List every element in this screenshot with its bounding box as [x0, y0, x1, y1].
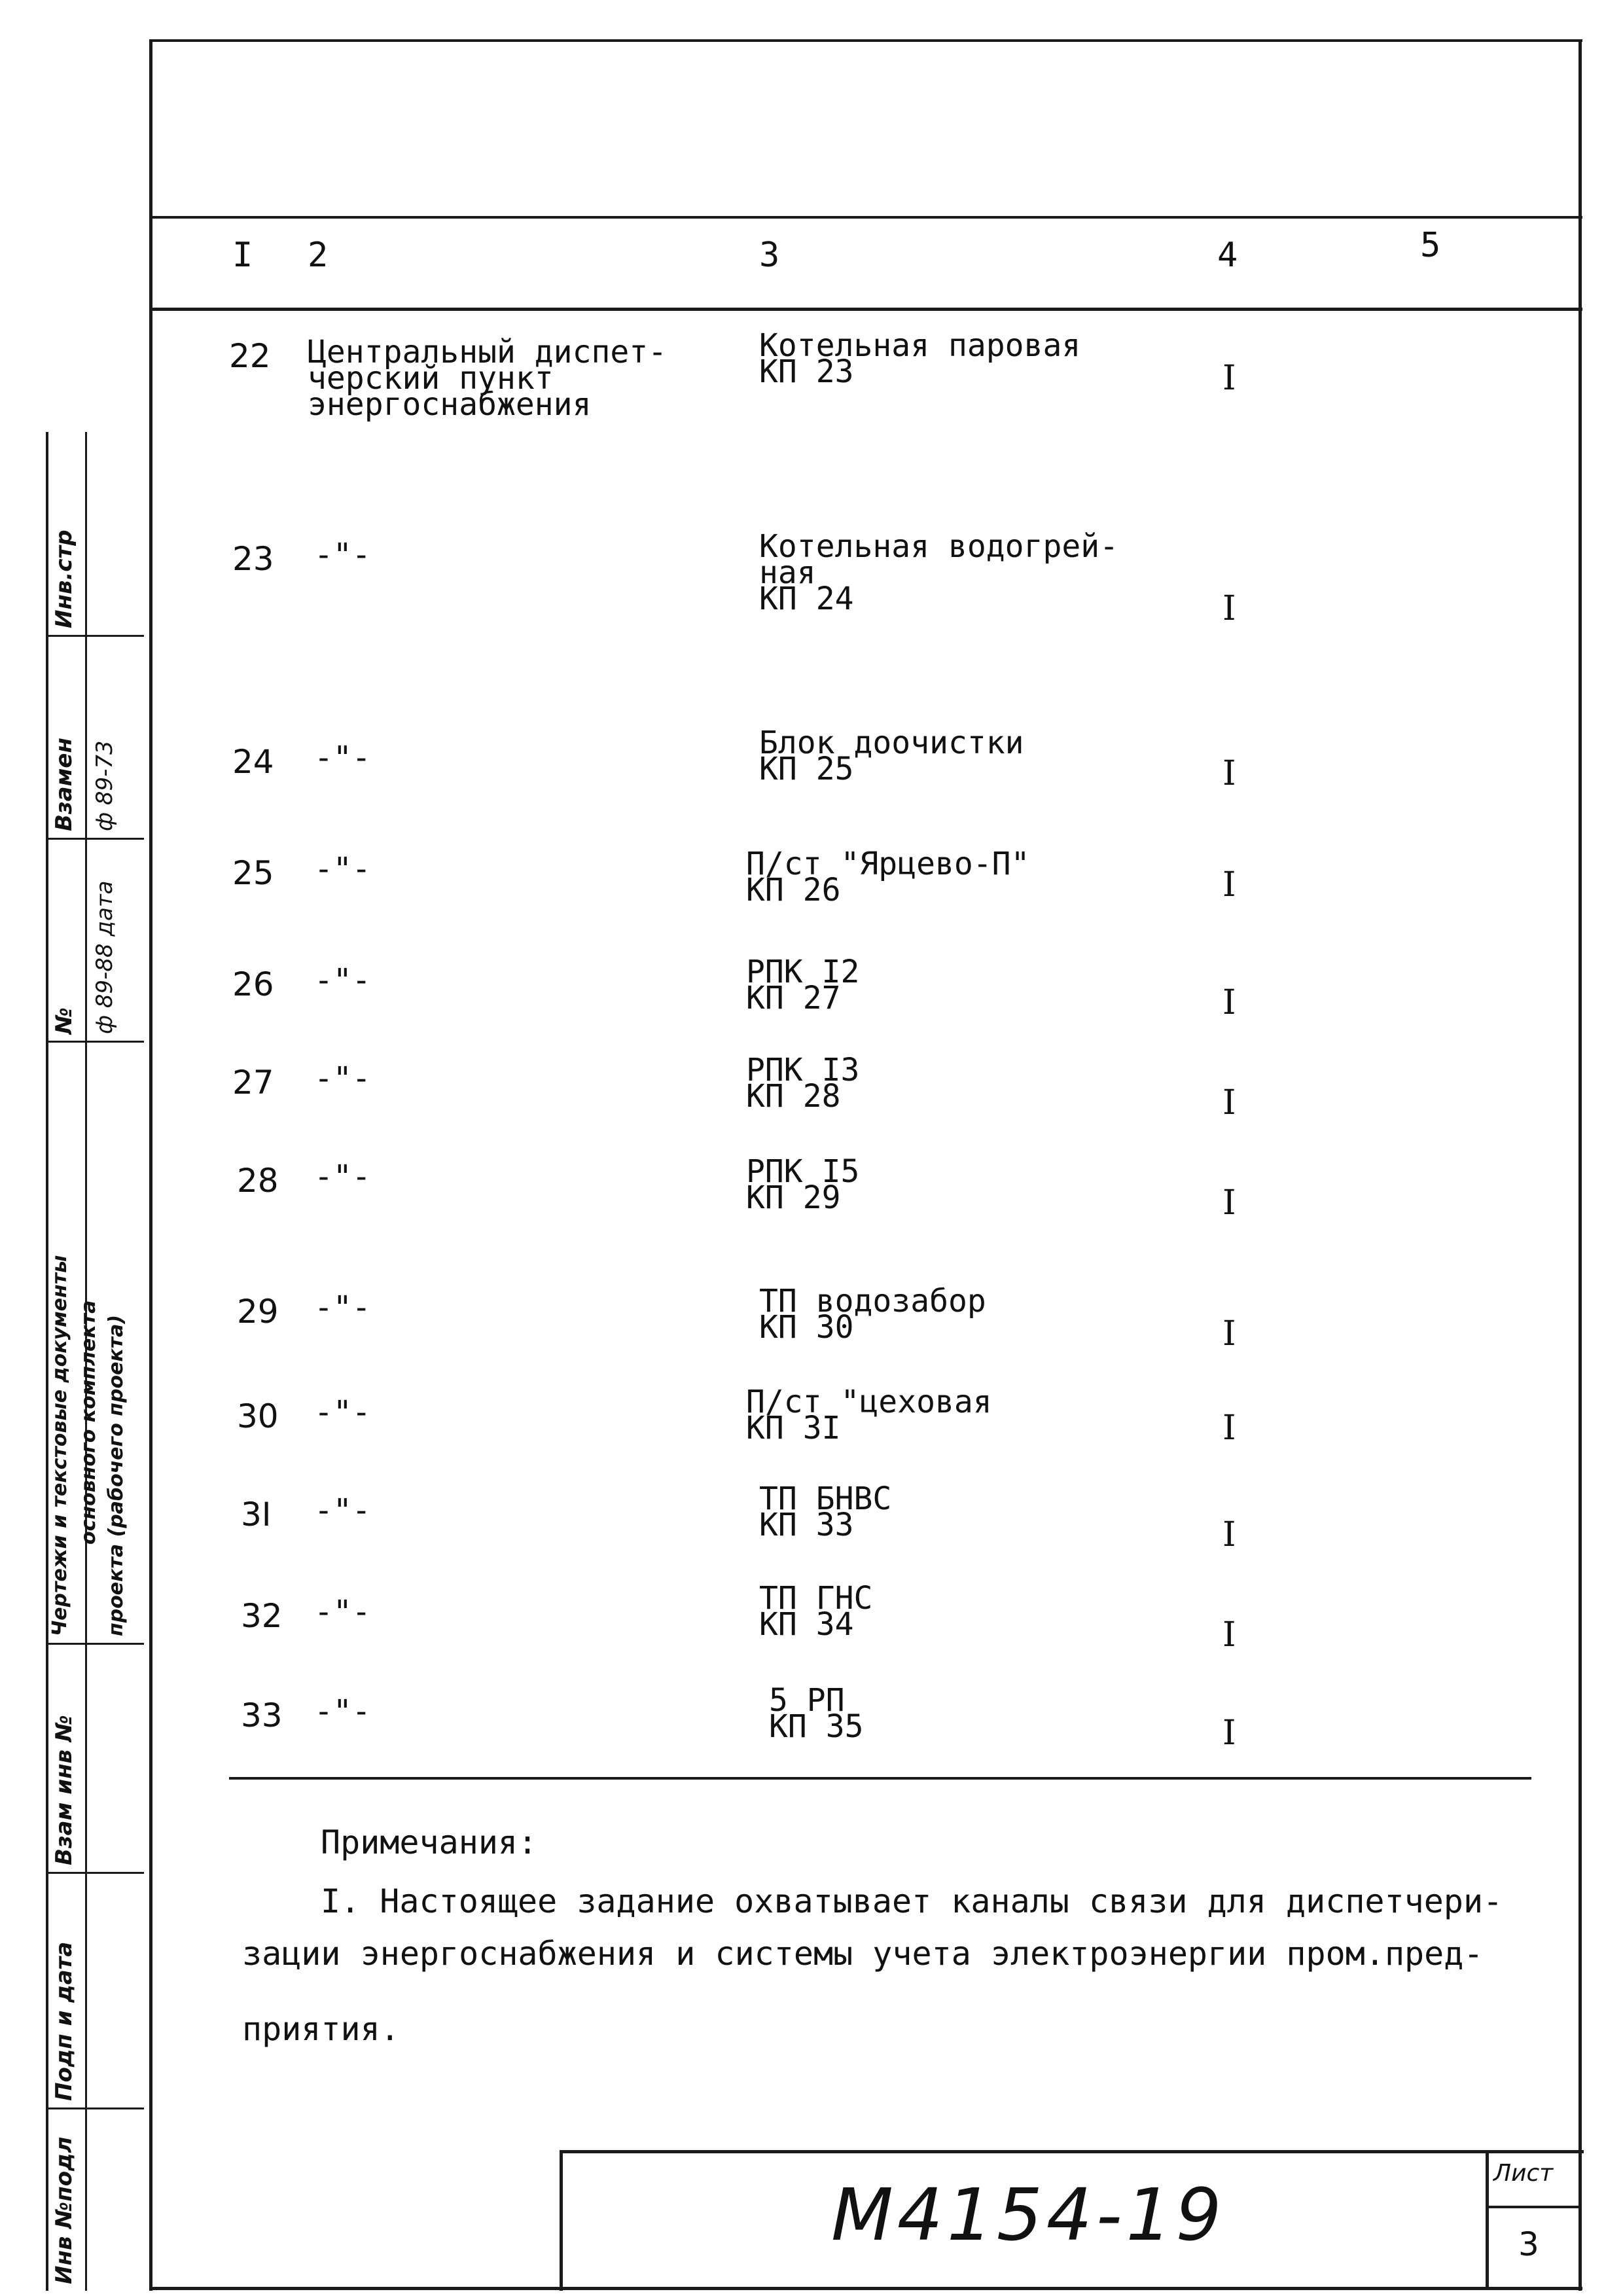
header-top-rule	[149, 216, 1582, 219]
row-number: 3I	[241, 1496, 272, 1534]
row-name: -"-	[314, 1693, 371, 1730]
frame-right-border	[1578, 39, 1582, 2291]
row-number: 25	[232, 854, 274, 892]
row-quantity: I	[1222, 1408, 1236, 1448]
drawings-label-3: проекта (рабочего проекта)	[105, 1314, 128, 1636]
row-number: 32	[241, 1597, 283, 1635]
row-number: 30	[237, 1397, 279, 1435]
side-stamp-divider	[46, 838, 144, 840]
row-quantity: I	[1222, 865, 1236, 905]
row-object: Котельная паровая КП 23	[759, 327, 1081, 390]
row-quantity: I	[1222, 754, 1236, 793]
row-name: -"-	[314, 851, 371, 888]
row-object: Котельная водогрей- ная КП 24	[759, 528, 1119, 617]
row-number: 29	[237, 1293, 279, 1331]
drawings-label: Чертежи и текстовые документы	[48, 1255, 71, 1636]
side-stamp	[46, 432, 144, 2291]
column-header-2: 2	[308, 236, 329, 275]
side-stamp-divider	[46, 2108, 144, 2109]
row-object: РПК I5 КП 29	[746, 1153, 860, 1216]
row-quantity: I	[1222, 1615, 1236, 1655]
column-header-1: I	[232, 236, 253, 275]
column-header-5: 5	[1420, 226, 1441, 265]
row-quantity: I	[1222, 589, 1236, 628]
row-name: -"-	[314, 1289, 371, 1326]
row-name: -"-	[314, 537, 371, 573]
row-name: -"-	[314, 1158, 371, 1195]
row-object: П/ст "цеховая КП 3I	[746, 1384, 992, 1446]
row-name: -"-	[314, 1394, 371, 1431]
row-number: 33	[241, 1696, 283, 1734]
notes-line-1: I. Настоящее задание охватывает каналы связи для диспетчери-	[321, 1882, 1503, 1920]
row-name: -"-	[314, 1594, 371, 1630]
row-name: -"-	[314, 1060, 371, 1097]
inv-podl-label: Инв №подл	[51, 2136, 77, 2284]
vzam-inv-label: Взам инв №	[51, 1715, 77, 1865]
row-quantity: I	[1222, 1083, 1236, 1122]
notes-line-3: приятия.	[242, 2010, 400, 2048]
row-object: ТП ГНС КП 34	[759, 1580, 873, 1643]
side-stamp-divider	[46, 1643, 144, 1645]
vzamen-label: Взамен	[51, 738, 77, 831]
row-object: РПК I2 КП 27	[746, 954, 860, 1016]
side-stamp-divider	[46, 635, 144, 637]
document-code: M4154-19	[831, 2173, 1226, 2257]
row-name: -"-	[314, 1492, 371, 1529]
table-end-rule	[229, 1777, 1531, 1780]
sheet-label: Лист	[1493, 2160, 1554, 2187]
row-name: -"-	[314, 962, 371, 999]
notes-title: Примечания:	[321, 1823, 538, 1861]
row-quantity: I	[1222, 983, 1236, 1022]
number-value: ф 89-88 дата	[92, 880, 118, 1034]
row-quantity: I	[1222, 1314, 1236, 1354]
side-stamp-divider	[46, 1041, 144, 1043]
notes-line-2: зации энергоснабжения и системы учета электроэнергии пром.пред-	[242, 1935, 1484, 1973]
row-object: Блок доочистки КП 25	[759, 725, 1024, 787]
row-number: 23	[232, 540, 274, 578]
row-object: ТП водозабор КП 30	[759, 1283, 986, 1346]
number-label: №	[51, 1007, 77, 1034]
row-quantity: I	[1222, 1713, 1236, 1753]
row-number: 27	[232, 1064, 274, 1102]
row-quantity: I	[1222, 1515, 1236, 1554]
row-object: П/ст "Ярцево-П" КП 26	[746, 846, 1030, 908]
inv-stamp-label: Инв.стр	[51, 529, 77, 628]
row-object: ТП БНВС КП 33	[759, 1480, 892, 1543]
row-object: РПК I3 КП 28	[746, 1052, 860, 1115]
podp-data-label: Подп и дата	[51, 1941, 77, 2101]
row-number: 28	[237, 1162, 279, 1200]
row-quantity: I	[1222, 1183, 1236, 1223]
row-number: 24	[232, 743, 274, 781]
header-bottom-rule	[149, 308, 1582, 311]
column-header-3: 3	[759, 236, 780, 275]
side-stamp-divider	[46, 1872, 144, 1874]
frame-top-border	[149, 39, 1582, 42]
vzamen-value: ф 89-73	[92, 740, 118, 831]
row-number: 26	[232, 965, 274, 1003]
row-number: 22	[229, 337, 271, 375]
row-name: -"-	[314, 740, 371, 776]
row-name: Центральный диспет- черский пункт энергоснабжения	[308, 334, 668, 423]
column-header-4: 4	[1217, 236, 1238, 275]
row-object: 5 РП КП 35	[769, 1682, 864, 1745]
frame-left-border	[149, 39, 152, 2291]
sheet-number: 3	[1518, 2225, 1539, 2263]
sheet-box-divider	[1486, 2206, 1580, 2208]
drawings-label-2: основного комплекта	[77, 1300, 100, 1545]
row-quantity: I	[1222, 359, 1236, 398]
